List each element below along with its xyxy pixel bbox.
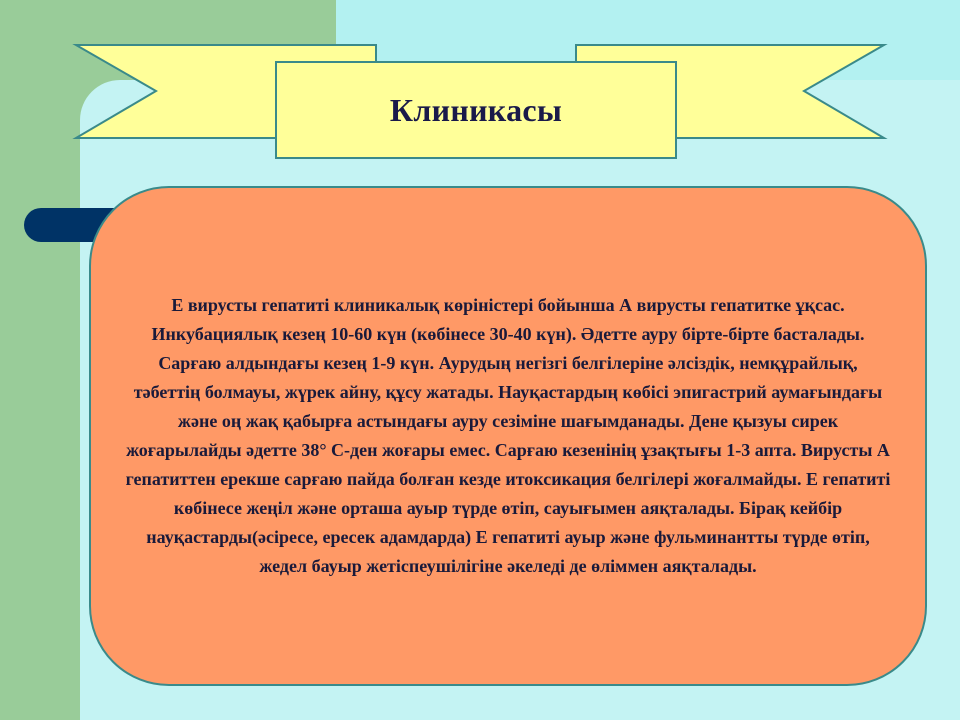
slide-title: Клиникасы bbox=[389, 91, 563, 128]
content-box bbox=[89, 186, 927, 686]
content-text bbox=[125, 291, 891, 581]
content-paragraph-intro: Е вирусты гепатиті клиникалық көріністері бойынша А вирусты гепатитке ұқсас. bbox=[171, 295, 845, 315]
content-paragraph-details: Инкубациялық кезең 10-60 күн (көбінесе 30-40 күн). Әдетте ауру бірте-бірте басталады. Сарғаю алдындағы кезең 1-9 күн. Аурудың негізгі белгілеріне әлсіздік, немқұрайлық, тәбеттің болмауы, жүрек айну, құсу жатады. Науқастардың көбісі эпигастрий аумағындағы және оң жақ қабырға астындағы ауру сезіміне шағымданады. Дене қызуы сирек жоғарылайды әдетте 38° С-ден жоғары емес. Сарғаю кезенінің ұзақтығы 1-3 апта. Вирусты А гепатиттен ерекше сарғаю пайда болған кезде итоксикация белгілері жоғалмайды. Е гепатиті көбінесе жеңіл және орташа ауыр түрде өтіп, сауығымен аяқталады. Бірақ кейбір науқастарды(әсіресе, ересек адамдарда) Е гепатиті ауыр және фульминантты түрде өтіп, жедел бауыр жетіспеушілігіне әкеледі де өліммен аяқталады. bbox=[125, 324, 891, 576]
